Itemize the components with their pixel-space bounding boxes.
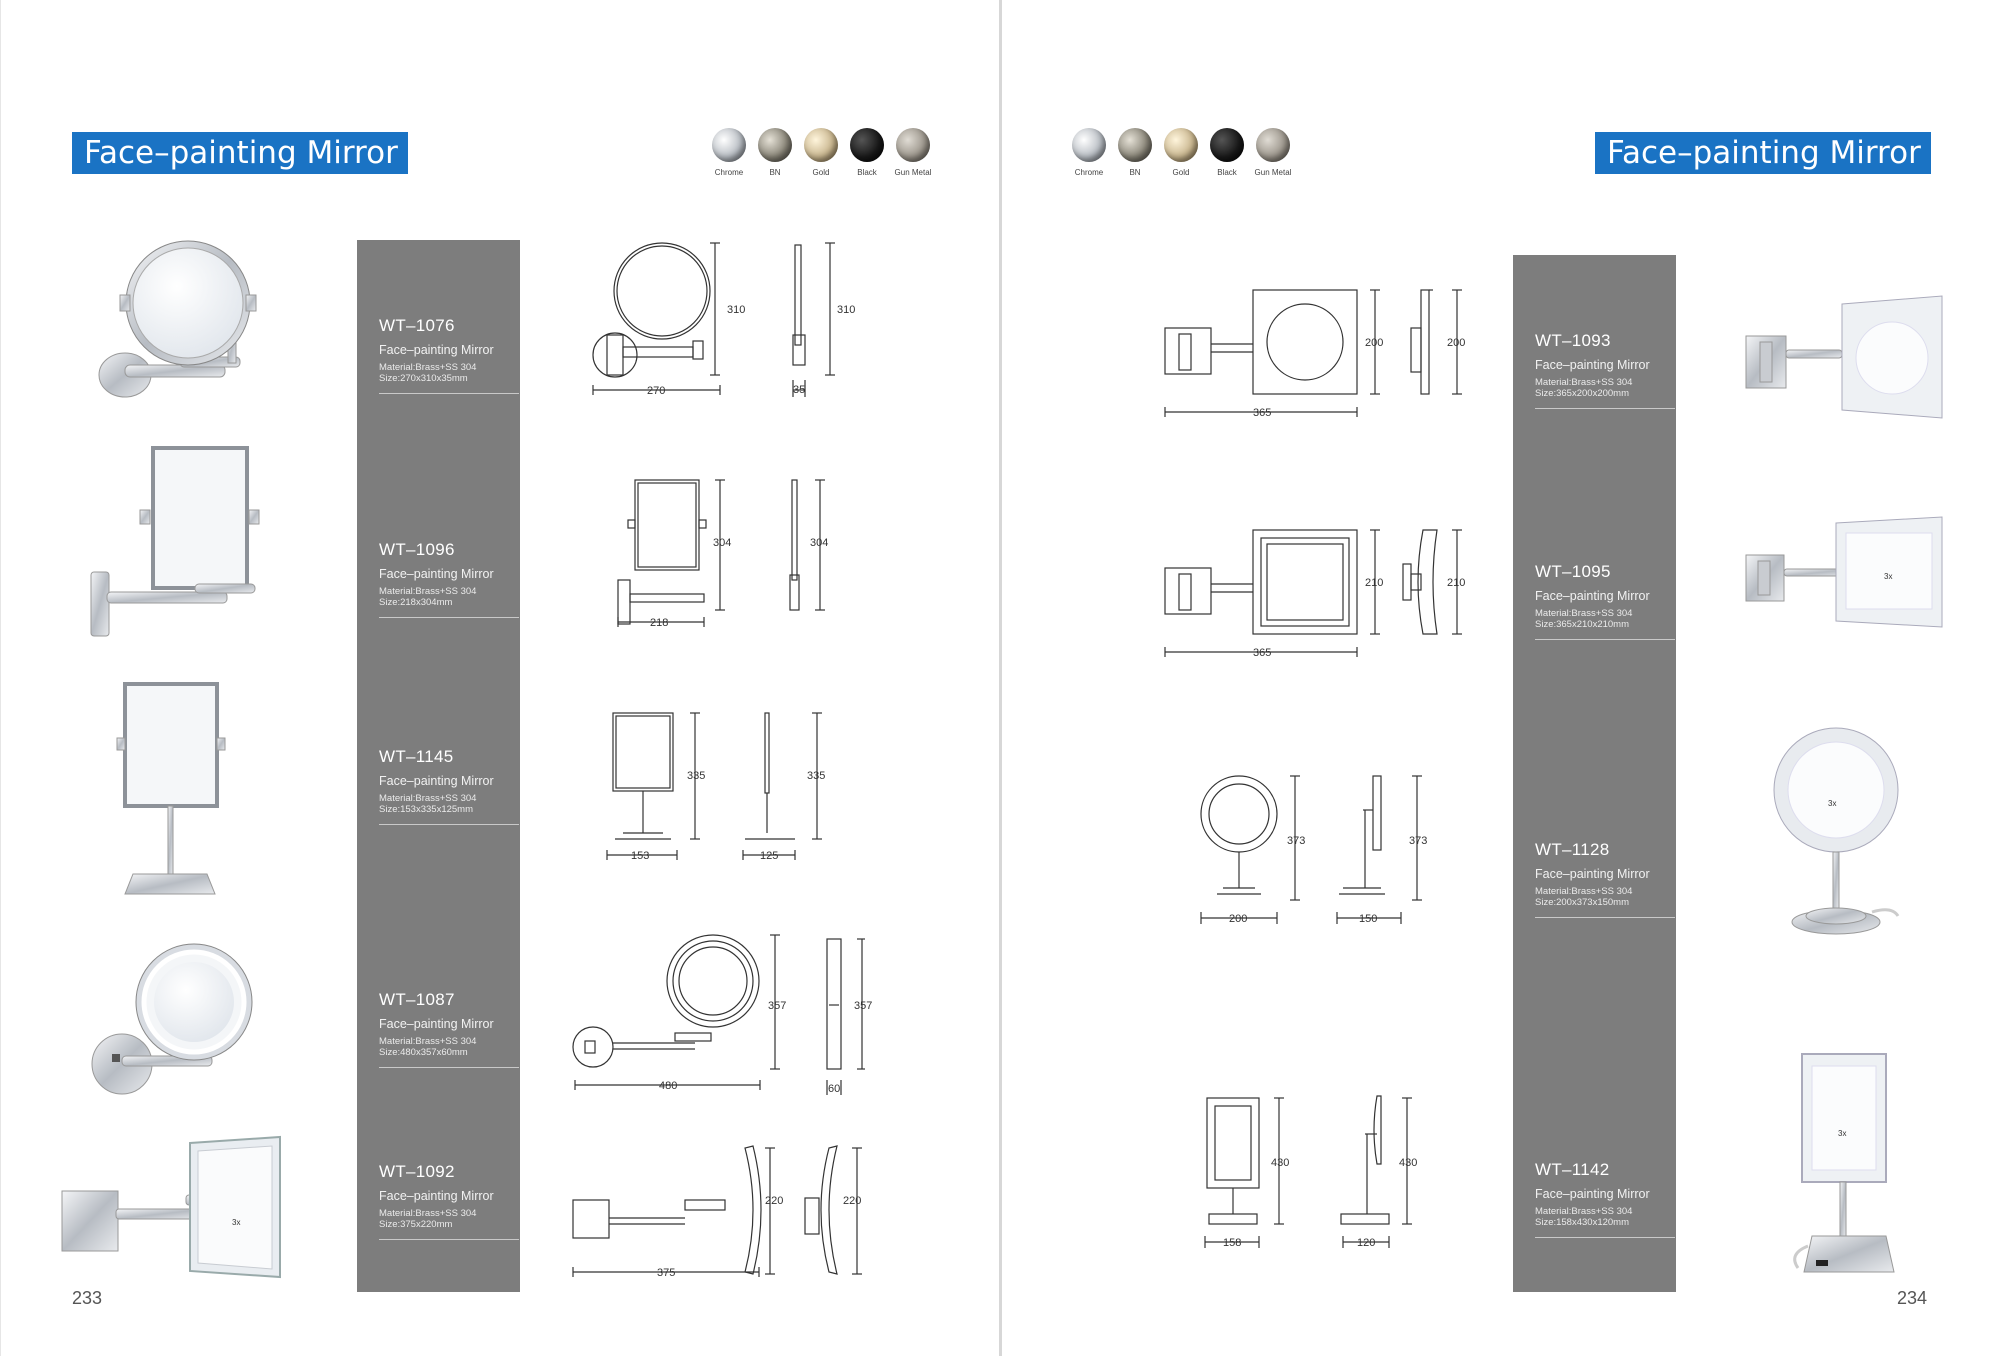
dim-width: 365 — [1253, 647, 1272, 659]
finish-gun-metal — [890, 128, 936, 177]
magnification-mark: 3x — [1838, 1129, 1847, 1138]
product-name: Face–painting Mirror — [379, 1017, 494, 1031]
swatch-ball — [1210, 128, 1244, 162]
drawing-wt1145 — [595, 705, 855, 870]
product-material: Material:Brass+SS 304 — [1535, 1206, 1633, 1217]
product-code: WT–1093 — [1535, 331, 1611, 350]
product-code: WT–1095 — [1535, 562, 1611, 581]
finish-label: Gun Metal — [1254, 168, 1292, 177]
page-number: 233 — [72, 1288, 103, 1308]
product-size: Size:375x220mm — [379, 1219, 453, 1230]
dim-height: 310 — [727, 304, 746, 316]
finish-bn — [752, 128, 798, 177]
product-name: Face–painting Mirror — [379, 343, 494, 357]
page-number: 234 — [1897, 1288, 1928, 1308]
swatch-ball — [1256, 128, 1290, 162]
product-name: Face–painting Mirror — [1535, 589, 1650, 603]
finish-label: Black — [1217, 168, 1237, 177]
product-spec — [379, 540, 520, 618]
product-size: Size:480x357x60mm — [379, 1047, 468, 1058]
dim-height-side: 357 — [854, 1000, 873, 1012]
finish-black — [844, 128, 890, 177]
product-spec — [1535, 562, 1676, 640]
divider — [1535, 639, 1675, 640]
divider — [379, 393, 519, 394]
product-spec — [1535, 331, 1676, 409]
spec-panel — [1513, 255, 1676, 1292]
product-size: Size:158x430x120mm — [1535, 1217, 1629, 1228]
magnification-mark: 3x — [1828, 799, 1837, 808]
drawing-wt1128 — [1187, 770, 1457, 930]
swatch-ball — [1072, 128, 1106, 162]
product-material: Material:Brass+SS 304 — [379, 362, 477, 373]
finish-swatches — [706, 128, 936, 188]
finish-gun-metal — [1250, 128, 1296, 177]
product-name: Face–painting Mirror — [379, 1189, 494, 1203]
spec-panel — [357, 240, 520, 1292]
dim-height: 373 — [1287, 835, 1306, 847]
product-photo-wt1092 — [58, 1135, 288, 1280]
swatch-ball — [758, 128, 792, 162]
product-photo-wt1087 — [82, 942, 262, 1112]
product-material: Material:Brass+SS 304 — [379, 793, 477, 804]
finish-label: BN — [769, 168, 781, 177]
finish-gold — [798, 128, 844, 177]
product-code: WT–1096 — [379, 540, 455, 559]
product-size: Size:153x335x125mm — [379, 804, 473, 815]
dim-width: 153 — [631, 850, 650, 862]
divider — [379, 1067, 519, 1068]
product-photo-wt1095 — [1742, 515, 1947, 630]
dim-height: 220 — [765, 1195, 784, 1207]
divider — [1535, 1237, 1675, 1238]
swatch-ball — [1164, 128, 1198, 162]
divider — [1535, 917, 1675, 918]
finish-swatches — [1066, 128, 1296, 188]
product-material: Material:Brass+SS 304 — [379, 586, 477, 597]
dim-depth: 60 — [828, 1083, 841, 1095]
finish-black — [1204, 128, 1250, 177]
product-name: Face–painting Mirror — [379, 567, 494, 581]
dim-height: 200 — [1365, 337, 1384, 349]
product-material: Material:Brass+SS 304 — [1535, 608, 1633, 619]
dim-height-side: 200 — [1447, 337, 1466, 349]
product-material: Material:Brass+SS 304 — [1535, 886, 1633, 897]
divider — [379, 1239, 519, 1240]
finish-bn — [1112, 128, 1158, 177]
product-photo-wt1093 — [1742, 292, 1947, 422]
drawing-wt1092 — [565, 1140, 865, 1285]
product-name: Face–painting Mirror — [1535, 867, 1650, 881]
product-size: Size:365x210x210mm — [1535, 619, 1629, 630]
drawing-wt1076 — [565, 235, 855, 405]
divider — [379, 617, 519, 618]
finish-label: Black — [857, 168, 877, 177]
divider — [1535, 408, 1675, 409]
product-code: WT–1145 — [379, 747, 454, 766]
magnification-mark: 3x — [232, 1218, 241, 1227]
section-title: Face–painting Mirror — [1595, 132, 1931, 174]
dim-height-side: 373 — [1409, 835, 1428, 847]
drawing-wt1142 — [1197, 1090, 1457, 1255]
product-photo-wt1145 — [115, 680, 235, 900]
finish-gold — [1158, 128, 1204, 177]
finish-label: Gun Metal — [894, 168, 932, 177]
dim-height-side: 210 — [1447, 577, 1466, 589]
product-code: WT–1087 — [379, 990, 455, 1009]
dim-height-side: 430 — [1399, 1157, 1418, 1169]
product-material: Material:Brass+SS 304 — [379, 1036, 477, 1047]
product-name: Face–painting Mirror — [379, 774, 494, 788]
dim-width: 480 — [659, 1080, 678, 1092]
dim-height: 210 — [1365, 577, 1384, 589]
product-photo-wt1128 — [1772, 722, 1902, 947]
drawing-wt1096 — [600, 470, 860, 635]
dim-width: 158 — [1223, 1237, 1242, 1249]
dim-height: 335 — [687, 770, 706, 782]
finish-chrome — [706, 128, 752, 177]
swatch-ball — [850, 128, 884, 162]
swatch-ball — [896, 128, 930, 162]
drawing-wt1087 — [565, 935, 873, 1105]
dim-height: 430 — [1271, 1157, 1290, 1169]
product-material: Material:Brass+SS 304 — [379, 1208, 477, 1219]
product-spec — [1535, 1160, 1676, 1238]
product-material: Material:Brass+SS 304 — [1535, 377, 1633, 388]
dim-width: 200 — [1229, 913, 1248, 925]
dim-width: 375 — [657, 1267, 676, 1279]
dim-depth: 150 — [1359, 913, 1378, 925]
product-spec — [1535, 840, 1676, 918]
product-size: Size:200x373x150mm — [1535, 897, 1629, 908]
swatch-ball — [712, 128, 746, 162]
dim-height-side: 304 — [810, 537, 829, 549]
product-code: WT–1128 — [1535, 840, 1610, 859]
product-spec — [379, 747, 520, 825]
page-edge — [0, 0, 1, 1356]
product-spec — [379, 316, 520, 394]
dim-height: 304 — [713, 537, 732, 549]
left-page — [0, 0, 999, 1356]
dim-depth: 35 — [793, 384, 806, 396]
swatch-ball — [804, 128, 838, 162]
dim-width: 218 — [650, 617, 669, 629]
swatch-ball — [1118, 128, 1152, 162]
finish-label: Chrome — [1074, 168, 1104, 177]
dim-height-side: 310 — [837, 304, 856, 316]
product-photo-wt1096 — [85, 442, 265, 642]
finish-chrome — [1066, 128, 1112, 177]
dim-height: 357 — [768, 1000, 787, 1012]
product-code: WT–1142 — [1535, 1160, 1610, 1179]
product-size: Size:218x304mm — [379, 597, 453, 608]
dim-depth: 120 — [1357, 1237, 1376, 1249]
product-spec — [379, 1162, 520, 1240]
product-spec — [379, 990, 520, 1068]
product-code: WT–1092 — [379, 1162, 455, 1181]
dim-height-side: 335 — [807, 770, 826, 782]
product-size: Size:270x310x35mm — [379, 373, 468, 384]
product-photo-wt1142 — [1782, 1050, 1902, 1285]
magnification-mark: 3x — [1884, 572, 1893, 581]
product-size: Size:365x200x200mm — [1535, 388, 1629, 399]
finish-label: BN — [1129, 168, 1141, 177]
product-photo-wt1076 — [80, 235, 280, 410]
right-page — [1002, 0, 2000, 1356]
product-name: Face–painting Mirror — [1535, 1187, 1650, 1201]
product-code: WT–1076 — [379, 316, 455, 335]
finish-label: Gold — [1172, 168, 1190, 177]
dim-width: 365 — [1253, 407, 1272, 419]
product-name: Face–painting Mirror — [1535, 358, 1650, 372]
dim-height-side: 220 — [843, 1195, 862, 1207]
dim-width: 270 — [647, 385, 666, 397]
drawing-wt1093 — [1157, 280, 1482, 430]
finish-label: Chrome — [714, 168, 744, 177]
finish-label: Gold — [812, 168, 830, 177]
dim-depth: 125 — [760, 850, 779, 862]
drawing-wt1095 — [1157, 520, 1482, 670]
section-title: Face–painting Mirror — [72, 132, 408, 174]
divider — [379, 824, 519, 825]
